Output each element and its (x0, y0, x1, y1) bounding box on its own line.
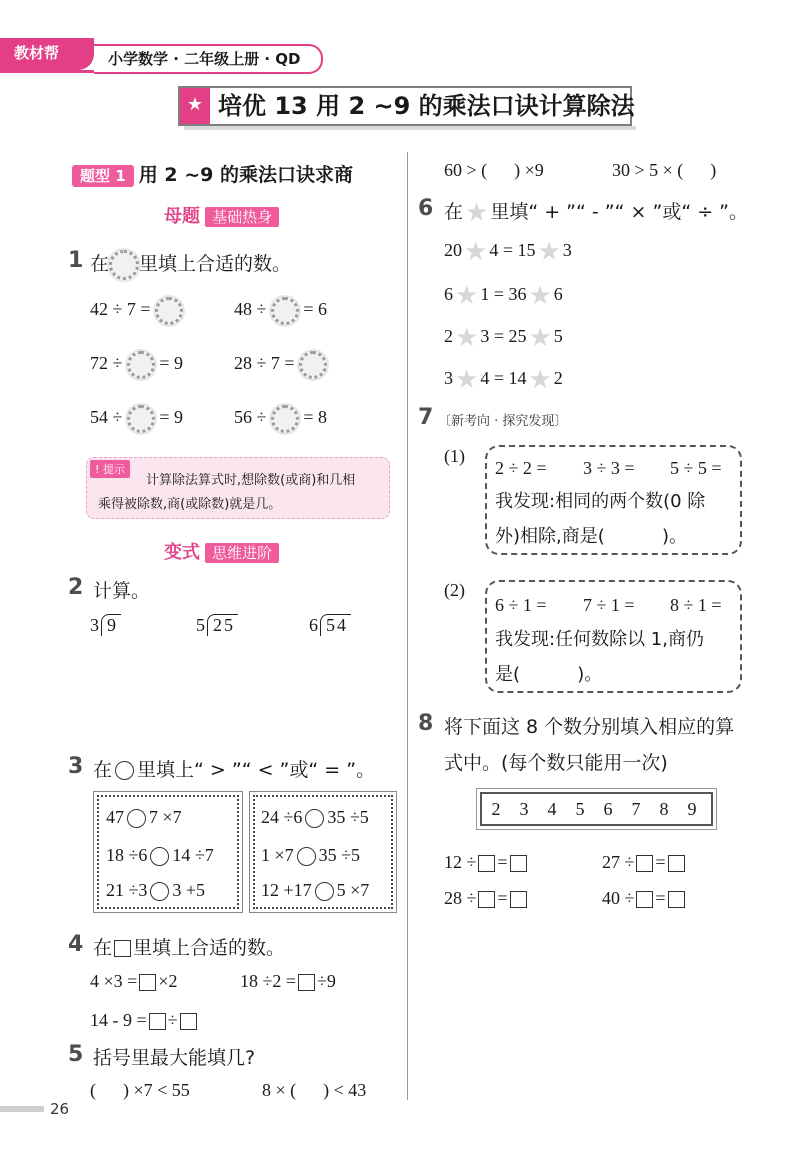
expr: = 9 (159, 353, 184, 374)
q7-label: 〔新考向 · 探究发现〕 (438, 414, 568, 429)
operator-star[interactable]: ★ (455, 322, 479, 352)
answer-box[interactable] (668, 855, 685, 872)
q4-eq-1 (90, 969, 177, 993)
expr: 4 ×3 = (90, 971, 138, 991)
dividend: 54 (320, 614, 351, 636)
number-option: 5 (575, 799, 585, 819)
number-option: 3 (519, 799, 529, 819)
q1-prompt-b: 里填上合适的数。 (139, 253, 292, 275)
q5-r1: 60 > ( ) ×9 (444, 160, 544, 180)
expr: 42 ÷ 7 = (90, 299, 151, 320)
q8-eq-3 (444, 886, 529, 910)
answer-box[interactable] (149, 1013, 166, 1030)
expr: = 8 (303, 407, 328, 428)
q6-row (444, 238, 572, 264)
q6-row (444, 366, 563, 392)
mother-label: 母题 (164, 206, 200, 227)
q3-prompt-a: 在 (93, 759, 113, 781)
question-number-7: 7 (418, 405, 434, 430)
title-shadow (184, 126, 636, 130)
brand-tab: 教材帮 (0, 38, 94, 70)
page-number: 26 (50, 1100, 70, 1118)
q7-p1-l1: 我发现:相同的两个数(0 除 (495, 491, 706, 512)
expr: 7 ×7 (149, 807, 182, 827)
compare-circle[interactable] (150, 847, 169, 866)
q5-l1: ( ) ×7 < 55 (90, 1080, 190, 1100)
expr: 3 = 25 (480, 326, 527, 346)
brand-underline (0, 70, 96, 73)
star-icon: ★ (465, 197, 489, 228)
operator-star[interactable]: ★ (455, 364, 479, 394)
long-division-1 (90, 614, 121, 636)
expr: 47 (106, 807, 124, 827)
expr: 48 ÷ (234, 299, 267, 320)
q3-left-row (106, 843, 214, 867)
page-bar (0, 1106, 44, 1112)
operator-star[interactable]: ★ (528, 280, 552, 310)
answer-box[interactable] (510, 891, 527, 908)
q4-prompt-b: 里填上合适的数。 (133, 937, 286, 959)
q6-prompt-a: 在 (444, 201, 464, 223)
number-option: 2 (491, 799, 501, 819)
question-number-4: 4 (68, 932, 84, 957)
answer-box[interactable] (139, 974, 156, 991)
mother-subheading (164, 202, 279, 228)
expr: 18 ÷6 (106, 845, 148, 865)
expr: 40 ÷ (602, 888, 635, 908)
column-divider (407, 152, 408, 1100)
q1-row-2a (90, 351, 183, 379)
question-number-6: 6 (418, 196, 434, 221)
q8-eq-1 (444, 850, 529, 874)
expr: 3 (444, 368, 453, 388)
q4-eq-2 (240, 969, 336, 993)
equals-sign: = (655, 852, 666, 872)
expr: 56 ÷ (234, 407, 267, 428)
q3-prompt (93, 755, 375, 782)
number-option: 4 (547, 799, 557, 819)
expr: 1 = 36 (480, 284, 527, 304)
q7-p1-eq2: 3 ÷ 3 = (583, 458, 635, 478)
long-division-3 (309, 614, 351, 636)
q3-right-row (261, 805, 369, 829)
answer-box[interactable] (510, 855, 527, 872)
q5-r2: 30 > 5 × ( ) (612, 160, 717, 180)
q1-row-2b (234, 351, 327, 379)
q1-row-1b (234, 297, 327, 325)
answer-box[interactable] (298, 974, 315, 991)
q7-p1-eq1: 2 ÷ 2 = (495, 458, 547, 478)
expr: 2 (553, 368, 563, 388)
square-icon (114, 940, 131, 957)
compare-circle[interactable] (150, 882, 169, 901)
sun-icon[interactable] (127, 405, 155, 433)
equals-sign: = (655, 888, 666, 908)
expr: 14 - 9 = (90, 1010, 147, 1030)
expr: 4 = 15 (489, 240, 536, 260)
divisor: 6 (309, 615, 318, 635)
number-option: 6 (603, 799, 613, 819)
sun-icon (109, 250, 139, 280)
answer-box[interactable] (636, 855, 653, 872)
q6-prompt (444, 197, 749, 228)
long-division-2 (196, 614, 238, 636)
answer-box[interactable] (668, 891, 685, 908)
q3-left-row (106, 878, 205, 902)
number-option: 7 (631, 799, 641, 819)
operator-star[interactable]: ★ (528, 364, 552, 394)
q7-p2-eq1: 6 ÷ 1 = (495, 595, 547, 615)
q3-right-row (261, 843, 360, 867)
question-number-3: 3 (68, 754, 84, 779)
expr: 72 ÷ (90, 353, 123, 374)
number-bar (480, 792, 713, 826)
expr: 1 ×7 (261, 845, 294, 865)
star-icon: ★ (180, 88, 210, 124)
expr: ÷9 (317, 971, 336, 991)
expr: 3 (562, 240, 572, 260)
q8-line-1: 将下面这 8 个数分别填入相应的算 (444, 716, 735, 738)
compare-circle[interactable] (305, 809, 324, 828)
expr: 35 ÷5 (327, 807, 369, 827)
compare-circle[interactable] (297, 847, 316, 866)
circle-icon (115, 761, 134, 780)
expr: 28 ÷ 7 = (234, 353, 295, 374)
answer-box[interactable] (478, 855, 495, 872)
q4-eq-3 (90, 1008, 199, 1032)
answer-box[interactable] (636, 891, 653, 908)
tip-tag-label: 提示 (102, 463, 125, 476)
book-title: 小学数学 · 二年级上册 · QD (94, 44, 323, 74)
expr: 12 ÷ (444, 852, 477, 872)
expr: ÷ (167, 1010, 178, 1030)
tip-line-2: 乘得被除数,商(或除数)就是几。 (98, 497, 282, 512)
q5-prompt: 括号里最大能填几? (93, 1047, 256, 1069)
q8-eq-4 (602, 886, 687, 910)
expr: 2 (444, 326, 453, 346)
q3-left-row (106, 805, 182, 829)
section-header (72, 160, 353, 187)
divisor: 3 (90, 615, 99, 635)
question-number-8: 8 (418, 711, 434, 736)
q8-line-2: 式中。(每个数只能用一次) (444, 752, 668, 774)
q4-prompt (93, 933, 285, 960)
q1-row-3a (90, 405, 183, 433)
q7-p1-eq3: 5 ÷ 5 = (670, 458, 722, 478)
q3-right-row (261, 878, 369, 902)
expr: 6 (553, 284, 563, 304)
operator-star[interactable]: ★ (455, 280, 479, 310)
equals-sign: = (497, 888, 508, 908)
sun-icon[interactable] (127, 351, 155, 379)
expr: = 9 (159, 407, 184, 428)
expr: 6 (444, 284, 453, 304)
q6-prompt-b: 里填“ + ”“ - ”“ × ”或“ ÷ ”。 (490, 201, 749, 223)
dividend: 9 (101, 614, 121, 636)
equals-sign: = (497, 852, 508, 872)
sun-icon[interactable] (271, 405, 299, 433)
q6-row (444, 282, 563, 308)
page-title: 培优 13 用 2 ~9 的乘法口诀计算除法 (218, 92, 635, 120)
variant-tag: 思维进阶 (205, 543, 279, 563)
expr: 18 ÷2 = (240, 971, 297, 991)
operator-star[interactable]: ★ (528, 322, 552, 352)
q6-row (444, 324, 563, 350)
operator-star[interactable]: ★ (464, 236, 488, 266)
tip-line-1: 计算除法算式时,想除数(或商)和几相 (146, 473, 356, 488)
expr: 54 ÷ (90, 407, 123, 428)
q7-part1-tag: (1) (444, 446, 465, 466)
mother-tag: 基础热身 (205, 207, 279, 227)
section-tag: 题型 1 (72, 165, 134, 187)
q7-p2-l2: 是( )。 (495, 664, 603, 685)
expr: = 6 (303, 299, 328, 320)
expr: 14 ÷7 (172, 845, 214, 865)
q7-p2-eq2: 7 ÷ 1 = (583, 595, 635, 615)
expr: ×2 (158, 971, 178, 991)
q7-part2-tag: (2) (444, 580, 465, 600)
tip-tag (90, 460, 130, 478)
question-number-2: 2 (68, 575, 84, 600)
q4-prompt-a: 在 (93, 937, 113, 959)
number-option: 9 (687, 799, 697, 819)
question-number-1: 1 (68, 248, 84, 273)
sun-icon[interactable] (271, 297, 299, 325)
number-option: 8 (659, 799, 669, 819)
answer-box[interactable] (478, 891, 495, 908)
expr: 27 ÷ (602, 852, 635, 872)
q1-row-1a (90, 297, 183, 325)
compare-circle[interactable] (315, 882, 334, 901)
section-title: 用 2 ~9 的乘法口诀求商 (138, 164, 353, 186)
q5-l2: 8 × ( ) < 43 (262, 1080, 367, 1100)
q2-prompt: 计算。 (93, 580, 151, 602)
q7-p2-l1: 我发现:任何数除以 1,商仍 (495, 629, 704, 650)
sun-icon[interactable] (155, 297, 183, 325)
compare-circle[interactable] (127, 809, 146, 828)
expr: 12 +17 (261, 880, 312, 900)
divisor: 5 (196, 615, 205, 635)
exclaim-icon: ! (95, 463, 100, 476)
q8-eq-2 (602, 850, 687, 874)
dividend: 25 (207, 614, 238, 636)
q3-prompt-b: 里填上“ > ”“ < ”或“ = ”。 (137, 759, 376, 781)
q1-prompt (90, 249, 291, 280)
operator-star[interactable]: ★ (537, 236, 561, 266)
expr: 20 (444, 240, 462, 260)
expr: 24 ÷6 (261, 807, 303, 827)
q1-row-3b (234, 405, 327, 433)
expr: 4 = 14 (480, 368, 527, 388)
expr: 5 (553, 326, 563, 346)
q7-p2-eq3: 8 ÷ 1 = (670, 595, 722, 615)
q7-p1-l2: 外)相除,商是( )。 (495, 526, 688, 547)
question-number-5: 5 (68, 1042, 84, 1067)
sun-icon[interactable] (299, 351, 327, 379)
q1-prompt-a: 在 (90, 253, 110, 275)
expr: 5 ×7 (336, 880, 370, 900)
answer-box[interactable] (180, 1013, 197, 1030)
variant-subheading (164, 538, 279, 564)
expr: 3 +5 (172, 880, 206, 900)
variant-label: 变式 (164, 542, 200, 563)
expr: 28 ÷ (444, 888, 477, 908)
expr: 35 ÷5 (318, 845, 361, 865)
expr: 21 ÷3 (106, 880, 148, 900)
